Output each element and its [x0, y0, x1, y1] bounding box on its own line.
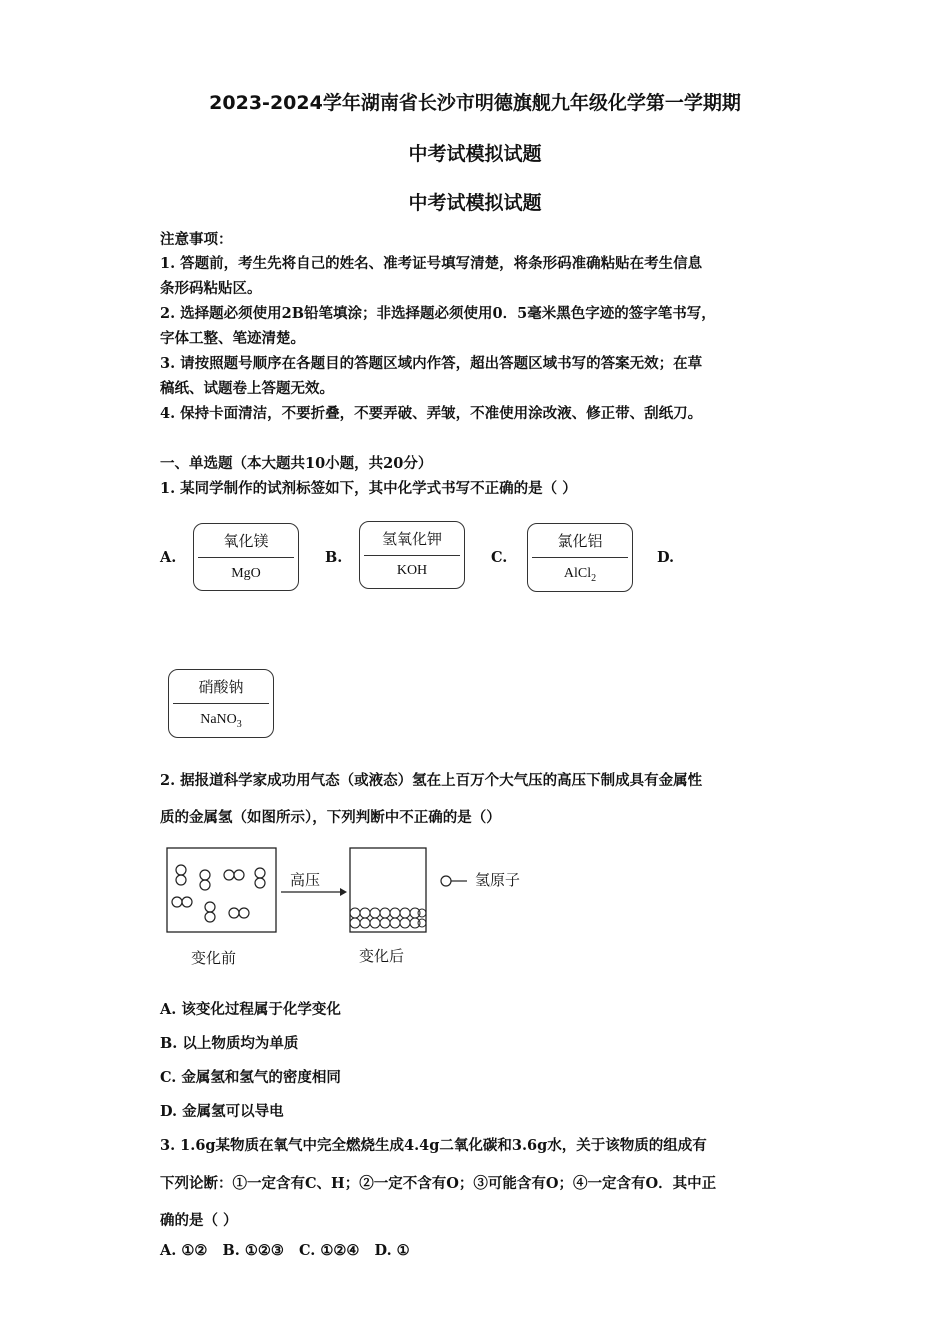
- notice-line: 字体工整、笔迹清楚。: [160, 330, 305, 347]
- q1-stem: 1. 某同学制作的试剂标签如下，其中化学式书写不正确的是（ ）: [160, 480, 577, 497]
- notice-line: 稿纸、试题卷上答题无效。: [160, 380, 334, 397]
- notice-line: 4. 保持卡面清洁，不要折叠，不要弄破、弄皱，不准使用涂改液、修正带、刮纸刀。: [160, 405, 703, 422]
- q1-option-d-label[interactable]: [168, 669, 274, 738]
- reagent-name: 氯化铝: [557, 532, 603, 550]
- q1-option-b-label[interactable]: [359, 521, 465, 589]
- label-divider: [364, 555, 460, 556]
- hydrogen-molecules-before: [172, 865, 265, 922]
- q2-option-a: A. 该变化过程属于化学变化: [160, 1001, 341, 1018]
- reagent-name: 氧化镁: [223, 532, 269, 550]
- notice-line: 1. 答题前，考生先将自己的姓名、准考证号填写清楚，将条形码准确粘贴在考生信息: [160, 255, 703, 272]
- reagent-formula: KOH: [396, 563, 428, 578]
- section-heading: 一、单选题（本大题共10小题，共20分）: [160, 455, 433, 472]
- figure-legend-label: 氢原子: [475, 871, 521, 889]
- formula-main: NaNO: [200, 712, 237, 727]
- metallic-hydrogen-atoms: [350, 908, 426, 928]
- q3-stem-line3: 确的是（ ）: [160, 1212, 238, 1229]
- before-box: [167, 848, 276, 932]
- metallic-hydrogen-figure: [160, 840, 540, 940]
- label-divider: [198, 557, 294, 558]
- q2-option-b: B. 以上物质均为单质: [160, 1035, 299, 1052]
- exam-title-line1: 2023-2024学年湖南省长沙市明德旗舰九年级化学第一学期期: [209, 92, 741, 114]
- notice-line: 条形码粘贴区。: [160, 280, 262, 297]
- q1-option-letter: C.: [491, 549, 508, 566]
- label-divider: [532, 557, 628, 558]
- notice-line: 3. 请按照题号顺序在各题目的答题区域内作答，超出答题区域书写的答案无效；在草: [160, 355, 703, 372]
- q2-option-c: C. 金属氢和氢气的密度相同: [160, 1069, 341, 1086]
- arrow-head: [340, 888, 347, 896]
- q2-stem-line1: 2. 据报道科学家成功用气态（或液态）氢在上百万个大气压的高压下制成具有金属性: [160, 772, 703, 789]
- q3-stem-line1: 3. 1.6g某物质在氧气中完全燃烧生成4.4g二氧化碳和3.6g水，关于该物质的组成有: [160, 1137, 707, 1154]
- formula-subscript: 2: [591, 572, 597, 584]
- reagent-formula: [528, 566, 632, 584]
- q3-options: A. ①② B. ①②③ C. ①②④ D. ①: [160, 1242, 410, 1259]
- q1-option-letter: D.: [657, 549, 675, 566]
- reagent-formula: MgO: [231, 566, 261, 581]
- label-divider: [173, 703, 269, 704]
- q1-option-a-label[interactable]: [193, 523, 299, 591]
- exam-title-line2: 中考试模拟试题: [408, 143, 542, 165]
- exam-title-line3: 中考试模拟试题: [408, 192, 542, 214]
- q1-option-letter: A.: [160, 549, 177, 566]
- reagent-name: 硝酸钠: [198, 678, 244, 696]
- figure-before-caption: 变化前: [191, 949, 237, 967]
- q2-option-d: D. 金属氢可以导电: [160, 1103, 284, 1120]
- q1-option-c-label[interactable]: [527, 523, 633, 592]
- figure-after-caption: 变化后: [359, 947, 405, 965]
- formula-main: AlCl: [563, 566, 592, 581]
- formula-subscript: 3: [236, 718, 242, 730]
- q3-stem-line2: 下列论断：①一定含有C、H；②一定不含有O；③可能含有O；④一定含有O．其中正: [160, 1175, 717, 1192]
- q1-option-letter: B.: [325, 549, 343, 566]
- figure-arrow-label: 高压: [290, 871, 321, 889]
- reagent-formula: [169, 712, 273, 730]
- reagent-name: 氢氧化钾: [381, 530, 442, 548]
- notice-heading: 注意事项：: [160, 231, 233, 248]
- legend-atom-icon: [441, 876, 451, 886]
- q2-stem-line2: 质的金属氢（如图所示），下列判断中不正确的是（）: [160, 809, 501, 826]
- notice-line: 2. 选择题必须使用2B铅笔填涂；非选择题必须使用0．5毫米黑色字迹的签字笔书写，: [160, 305, 716, 322]
